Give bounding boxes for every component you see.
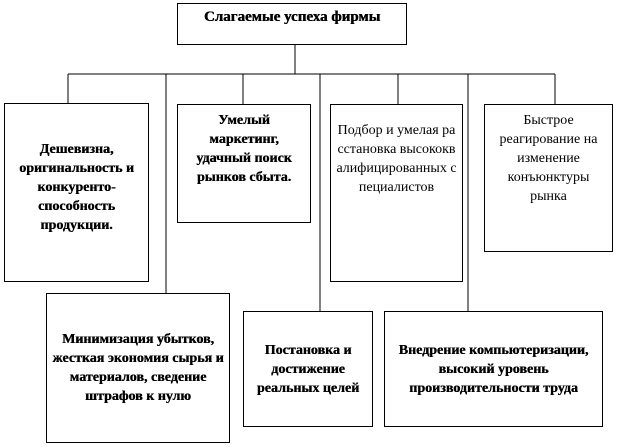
node-cheapness [4, 103, 149, 282]
node-staffing-label: Подбор и умелая расстановка высококвалифицированных специалистов [336, 123, 457, 195]
node-marketing-label: Умелый маркетинг, удачный поиск рынков сбыта. [196, 113, 292, 185]
node-cost-minimization [46, 293, 230, 443]
node-staffing [330, 104, 463, 282]
node-goals-label: Постановка и достижение реальных целей [256, 342, 360, 396]
node-computerization-label: Внедрение компьютеризации, высокий уровень производительности труда [398, 342, 589, 396]
node-cost-minimization-label: Минимизация убытков, жесткая экономия сырья и материалов, сведение штрафов к нулю [52, 332, 224, 404]
node-reaction-label: Быстрое реагирование на изменение конъюнктуры рынка [499, 113, 598, 204]
node-goals [243, 311, 373, 427]
node-cheapness-label: Дешевизна, оригинальность и конкуренто-способность продукции. [19, 142, 134, 233]
root-node-label: Слагаемые успеха фирмы [203, 9, 381, 25]
node-marketing [177, 104, 311, 223]
root-node [177, 3, 407, 45]
node-computerization [384, 311, 603, 427]
node-reaction [484, 104, 613, 252]
